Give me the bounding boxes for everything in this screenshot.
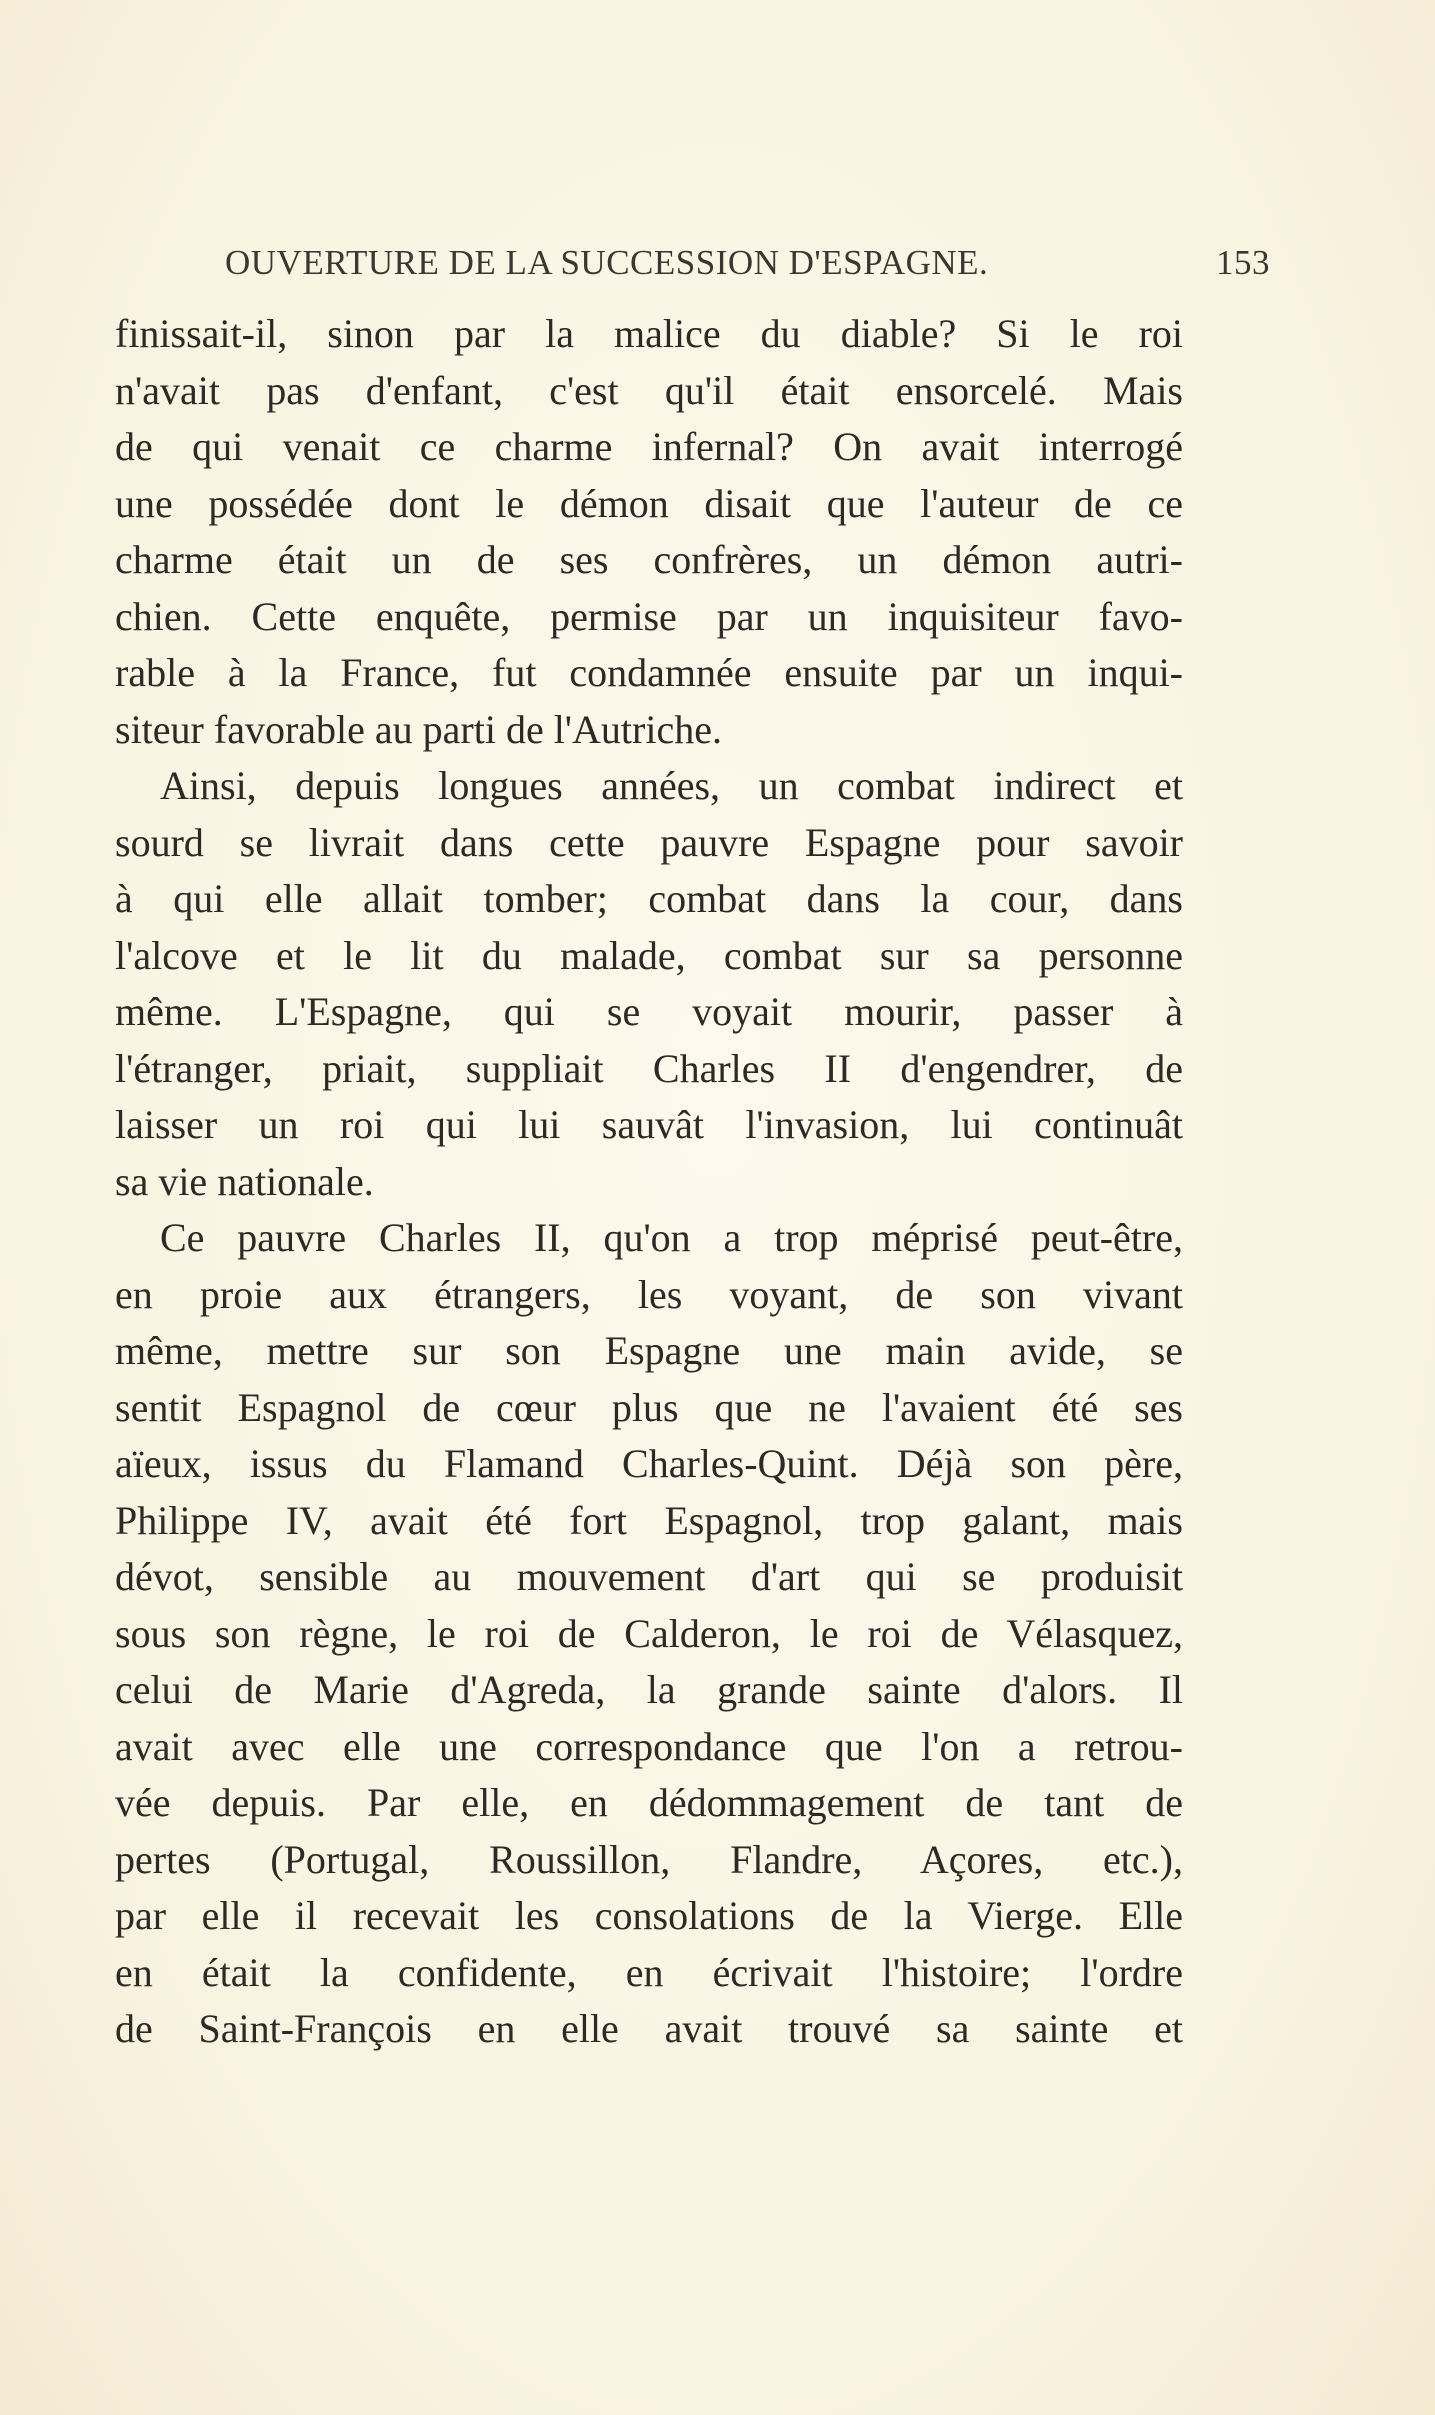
text-line: vée depuis. Par elle, en dédommagement de tant de — [115, 1780, 1183, 1825]
text-line: à qui elle allait tomber; combat dans la cour, dans — [115, 876, 1183, 921]
page-number: 153 — [1216, 243, 1270, 282]
text-line: par elle il recevait les consolations de la Vierge. Elle — [115, 1893, 1183, 1938]
text-line: aïeux, issus du Flamand Charles-Quint. Déjà son père, — [115, 1441, 1183, 1486]
text-line: dévot, sensible au mouvement d'art qui se produisit — [115, 1554, 1183, 1599]
text-line: sourd se livrait dans cette pauvre Espagne pour savoir — [115, 819, 1183, 865]
text-line: même, mettre sur son Espagne une main avide, se — [115, 1328, 1183, 1373]
text-line: rable à la France, fut condamnée ensuite par un inqui- — [115, 650, 1183, 695]
text-line: une possédée dont le démon disait que l'auteur de ce — [115, 480, 1183, 526]
text-line: sous son règne, le roi de Calderon, le roi de Vélasquez, — [115, 1610, 1183, 1656]
text-line: l'étranger, priait, suppliait Charles II d'engendrer, de — [115, 1045, 1183, 1091]
text-line: en proie aux étrangers, les voyant, de son vivant — [115, 1271, 1183, 1317]
text-line: charme était un de ses confrères, un démon autri- — [115, 537, 1183, 582]
text-line: même. L'Espagne, qui se voyait mourir, passer à — [115, 989, 1183, 1034]
text-line: siteur favorable au parti de l'Autriche. — [115, 706, 722, 752]
text-line: pertes (Portugal, Roussillon, Flandre, Açores, etc.), — [115, 1836, 1183, 1882]
text-line: sa vie nationale. — [115, 1158, 374, 1204]
body-text — [115, 306, 1183, 2058]
text-line: en était la confidente, en écrivait l'histoire; l'ordre — [115, 1949, 1183, 1995]
text-line: laisser un roi qui lui sauvât l'invasion, lui continuât — [115, 1102, 1183, 1147]
text-line: n'avait pas d'enfant, c'est qu'il était ensorcelé. Mais — [115, 367, 1183, 413]
text-line: sentit Espagnol de cœur plus que ne l'avaient été ses — [115, 1384, 1183, 1430]
text-line: Philippe IV, avait été fort Espagnol, trop galant, mais — [115, 1497, 1183, 1543]
text-line: Ainsi, depuis longues années, un combat indirect et — [160, 763, 1183, 808]
text-line: finissait-il, sinon par la malice du diable? Si le roi — [115, 311, 1183, 356]
text-line: Ce pauvre Charles II, qu'on a trop méprisé peut-être, — [160, 1215, 1183, 1260]
text-line: de qui venait ce charme infernal? On avait interrogé — [115, 424, 1183, 469]
running-head — [225, 243, 1270, 293]
text-line: chien. Cette enquête, permise par un inquisiteur favo- — [115, 593, 1183, 639]
text-line: de Saint-François en elle avait trouvé sa sainte et — [115, 2006, 1183, 2051]
text-line: avait avec elle une correspondance que l'on a retrou- — [115, 1723, 1183, 1769]
text-line: l'alcove et le lit du malade, combat sur sa personne — [115, 932, 1183, 978]
text-line: celui de Marie d'Agreda, la grande sainte d'alors. Il — [115, 1667, 1183, 1712]
running-title: OUVERTURE DE LA SUCCESSION D'ESPAGNE. — [225, 243, 989, 282]
